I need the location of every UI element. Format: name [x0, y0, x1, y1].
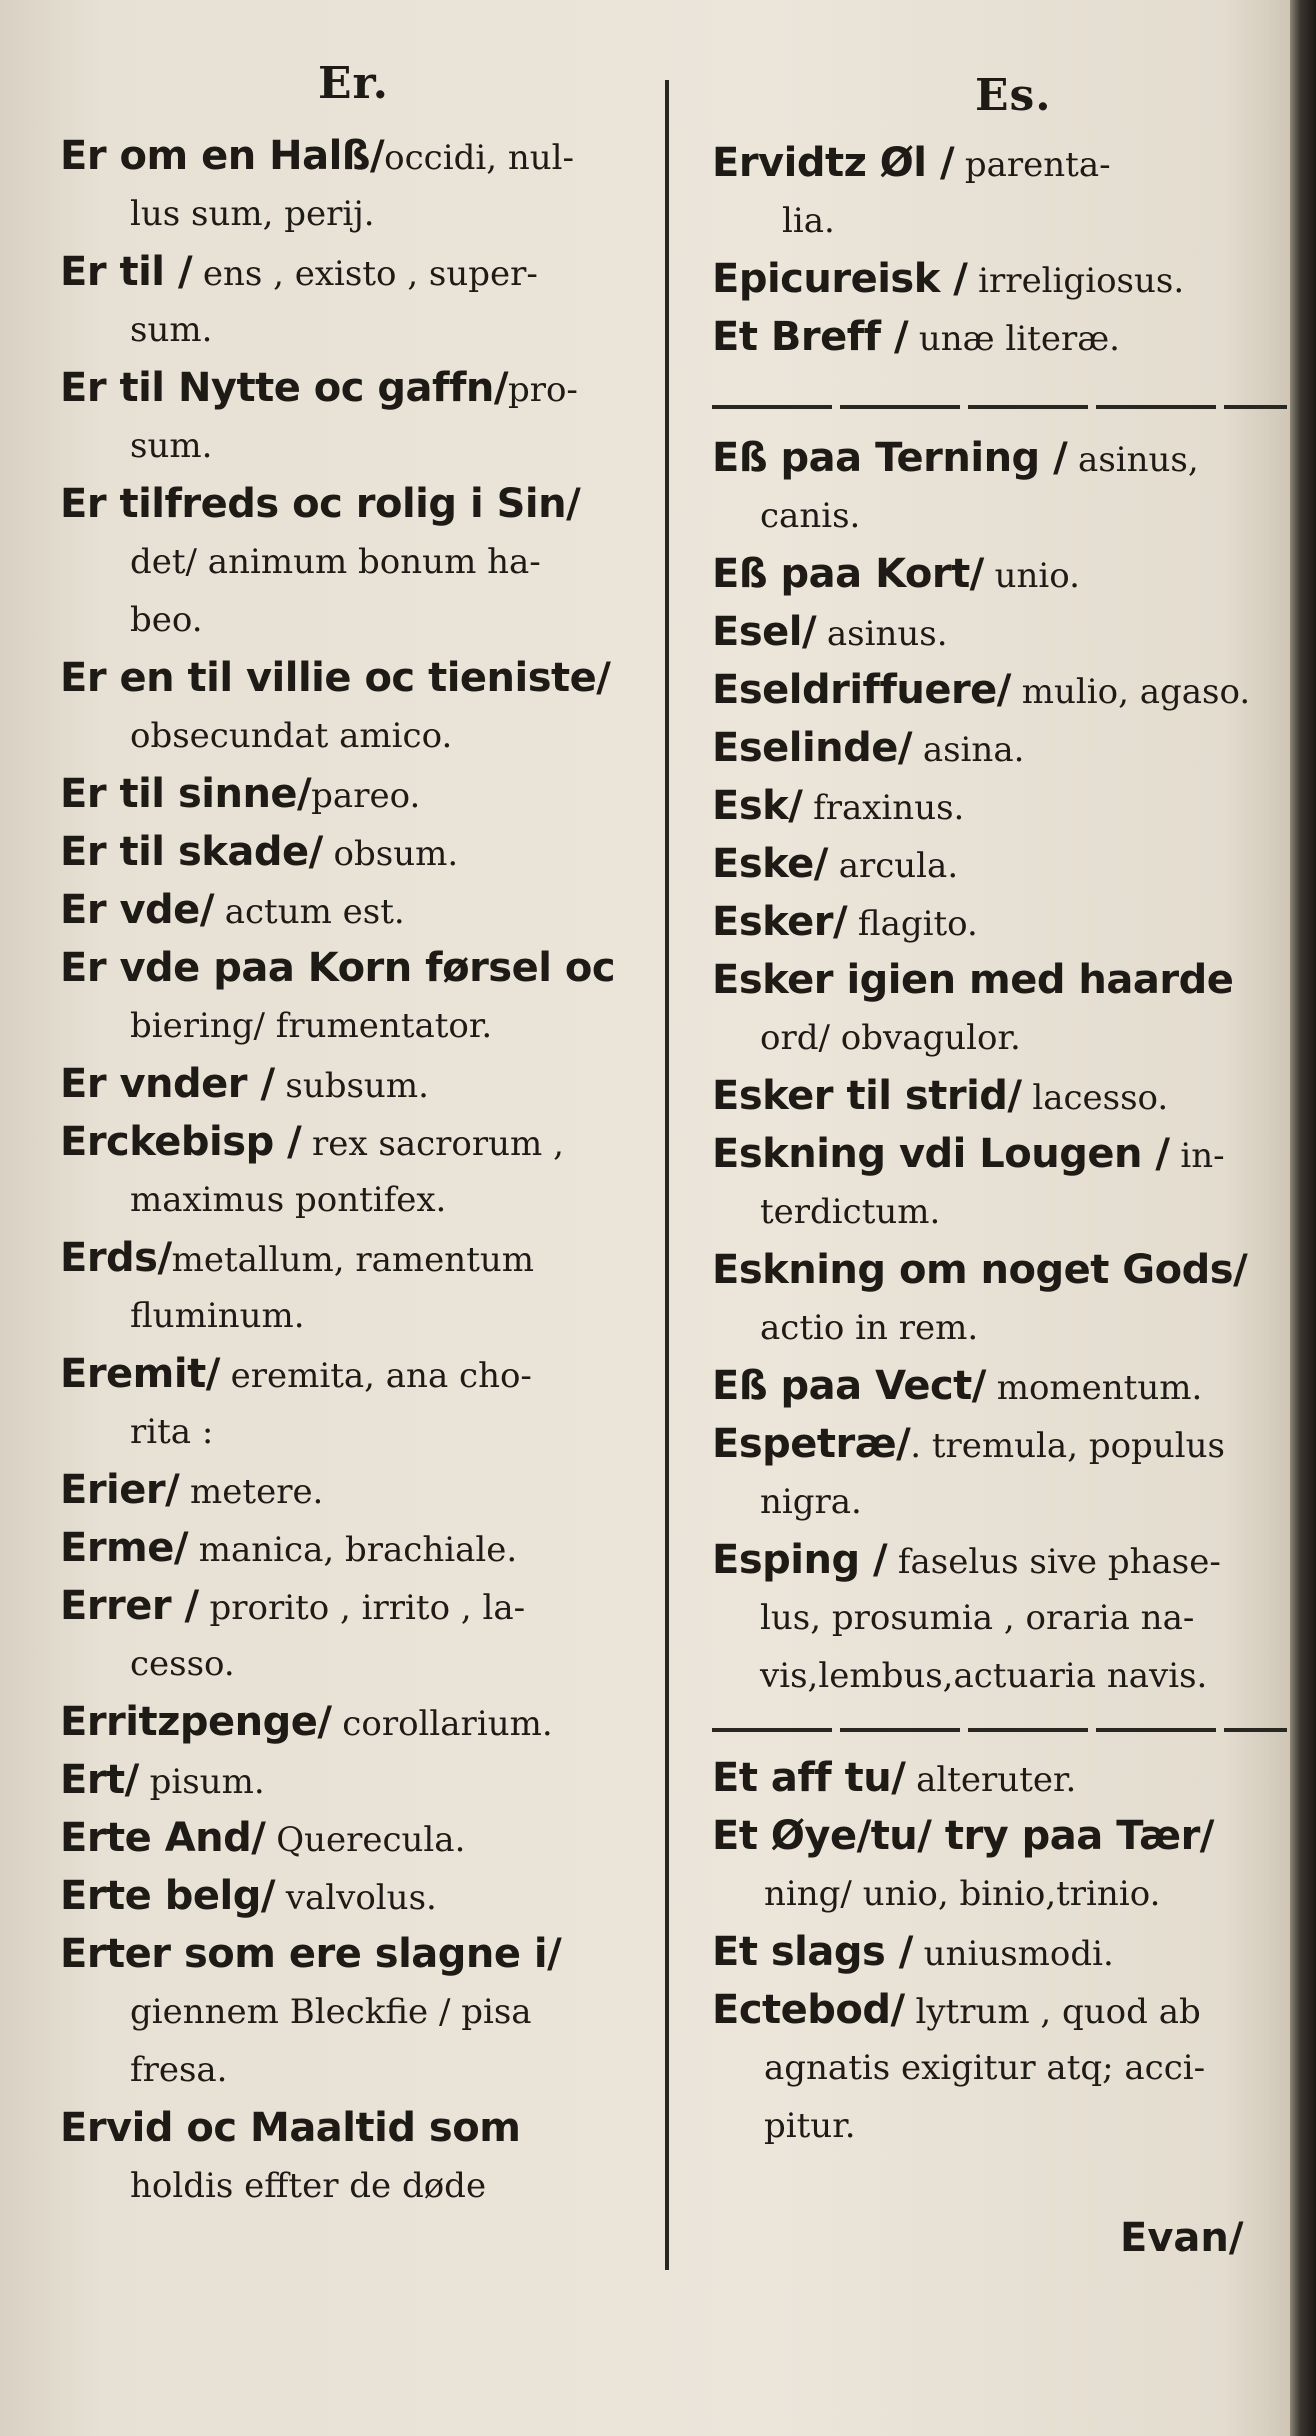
- dictionary-entry: [60, 882, 405, 946]
- entry-gloss: mulio, agaso.: [1010, 672, 1251, 712]
- entry-headword: Esker til strid/: [712, 1073, 1022, 1119]
- dictionary-entry: [712, 778, 964, 842]
- dictionary-entry: [712, 604, 948, 668]
- dictionary-entry: [60, 1752, 265, 1816]
- dictionary-entry: [712, 1750, 1076, 1814]
- dictionary-entry: [60, 1462, 323, 1526]
- entry-headword: Eskning om noget Gods/: [712, 1247, 1248, 1293]
- entry-gloss: prorito , irrito , la-: [198, 1588, 526, 1628]
- entry-continuation: holdis effter de døde: [130, 2166, 487, 2206]
- dictionary-entry: [60, 1810, 465, 1874]
- entry-headword: Esk/: [712, 783, 803, 829]
- entry-headword: Er om en Halß/: [60, 133, 385, 179]
- entry-gloss: actum est.: [213, 892, 405, 932]
- entry-continuation: fresa.: [130, 2050, 228, 2090]
- entry-continuation: lia.: [782, 201, 835, 241]
- dictionary-entry: [60, 1520, 517, 1584]
- dictionary-entry: [712, 1808, 1214, 1872]
- entry-gloss: in-: [1169, 1136, 1225, 1176]
- entry-headword: Er tilfreds oc rolig i Sin/: [60, 481, 581, 527]
- entry-continuation: nigra.: [760, 1482, 862, 1522]
- dictionary-entry: [712, 952, 1233, 1016]
- entry-headword: Erier/: [60, 1467, 180, 1513]
- dictionary-entry: [712, 309, 1120, 373]
- entry-headword: Esker igien med haarde: [712, 957, 1234, 1003]
- entry-gloss: . tremula, populus: [910, 1426, 1225, 1466]
- dictionary-entry: [60, 1230, 534, 1294]
- dictionary-entry: [60, 128, 574, 192]
- entry-headword: Ervid oc Maaltid som: [60, 2105, 521, 2151]
- entry-headword: Eseldriffuere/: [712, 667, 1011, 713]
- entry-continuation: canis.: [760, 496, 861, 536]
- entry-gloss: obsum.: [322, 834, 459, 874]
- entry-headword: Eß paa Kort/: [712, 551, 984, 597]
- entry-gloss: metallum, ramentum: [171, 1240, 534, 1280]
- entry-headword: Eß paa Terning /: [712, 435, 1068, 481]
- entry-continuation: beo.: [130, 600, 203, 640]
- entry-gloss: asina.: [912, 730, 1025, 770]
- dictionary-entry: [712, 430, 1199, 494]
- dictionary-entry: [712, 1982, 1201, 2046]
- entry-gloss: unæ literæ.: [908, 319, 1120, 359]
- entry-gloss: lacesso.: [1021, 1078, 1169, 1118]
- entry-gloss: eremita, ana cho-: [219, 1356, 532, 1396]
- catchword: Evan/: [1120, 2215, 1244, 2261]
- dictionary-entry: [60, 650, 610, 714]
- entry-continuation: lus, prosumia , oraria na-: [760, 1598, 1195, 1638]
- entry-continuation: terdictum.: [760, 1192, 941, 1232]
- entry-headword: Errer /: [60, 1583, 199, 1629]
- section-rule: [712, 405, 1287, 409]
- entry-headword: Er vnder /: [60, 1061, 275, 1107]
- entry-headword: Erter som ere slagne i/: [60, 1931, 562, 1977]
- entry-continuation: actio in rem.: [760, 1308, 979, 1348]
- entry-gloss: subsum.: [274, 1066, 429, 1106]
- entry-continuation: vis,lembus,actuaria navis.: [760, 1656, 1208, 1696]
- entry-continuation: biering/ frumentator.: [130, 1006, 493, 1046]
- entry-gloss: irreligiosus.: [967, 261, 1185, 301]
- entry-headword: Erte And/: [60, 1815, 266, 1861]
- entry-continuation: det/ animum bonum ha-: [130, 542, 541, 582]
- entry-headword: Er vde/: [60, 887, 214, 933]
- entry-headword: Erte belg/: [60, 1873, 275, 1919]
- entry-gloss: rex sacrorum ,: [301, 1124, 564, 1164]
- dictionary-entry: [712, 662, 1250, 726]
- entry-headword: Ervidtz Øl /: [712, 140, 955, 186]
- entry-headword: Erckebisp /: [60, 1119, 302, 1165]
- entry-gloss: asinus,: [1067, 440, 1199, 480]
- entry-headword: Espetræ/: [712, 1421, 911, 1467]
- dictionary-entry: [712, 1068, 1168, 1132]
- entry-continuation: lus sum, perij.: [130, 194, 375, 234]
- entry-headword: Er til Nytte oc gaffn/: [60, 365, 508, 411]
- entry-headword: Esel/: [712, 609, 817, 655]
- dictionary-entry: [712, 251, 1184, 315]
- entry-continuation: sum.: [130, 310, 213, 350]
- dictionary-entry: [712, 1532, 1221, 1596]
- entry-continuation: agnatis exigitur atq; acci-: [764, 2048, 1206, 2088]
- entry-headword: Er til skade/: [60, 829, 323, 875]
- entry-headword: Er til /: [60, 249, 193, 295]
- entry-gloss: pareo.: [311, 776, 421, 816]
- entry-gloss: ens , existo , super-: [192, 254, 538, 294]
- entry-gloss: uniusmodi.: [912, 1934, 1114, 1974]
- entry-gloss: Querecula.: [265, 1820, 466, 1860]
- entry-headword: Ert/: [60, 1757, 139, 1803]
- entry-headword: Et aff tu/: [712, 1755, 906, 1801]
- entry-headword: Eskning vdi Lougen /: [712, 1131, 1170, 1177]
- page-edge-shadow: [1290, 0, 1316, 2436]
- entry-headword: Er en til villie oc tieniste/: [60, 655, 611, 701]
- entry-gloss: corollarium.: [331, 1704, 553, 1744]
- entry-gloss: fraxinus.: [802, 788, 965, 828]
- entry-gloss: lytrum , quod ab: [904, 1992, 1201, 2032]
- entry-headword: Eselinde/: [712, 725, 913, 771]
- entry-headword: Esker/: [712, 899, 848, 945]
- dictionary-entry: [60, 940, 615, 1004]
- entry-gloss: metere.: [179, 1472, 324, 1512]
- entry-headword: Et Øye/tu/ try paa Tær/: [712, 1813, 1214, 1859]
- entry-headword: Et slags /: [712, 1929, 913, 1975]
- entry-gloss: parenta-: [954, 145, 1111, 185]
- dictionary-entry: [60, 1926, 561, 1990]
- entry-headword: Eske/: [712, 841, 828, 887]
- dictionary-entry: [712, 1924, 1114, 1988]
- dictionary-entry: [60, 1056, 429, 1120]
- dictionary-entry: [60, 244, 538, 308]
- entry-headword: Erds/: [60, 1235, 172, 1281]
- column-divider: [665, 80, 669, 2270]
- entry-gloss: occidi, nul-: [384, 138, 574, 178]
- entry-headword: Eremit/: [60, 1351, 220, 1397]
- entry-continuation: ning/ unio, binio,trinio.: [764, 1874, 1161, 1914]
- dictionary-entry: [60, 1578, 525, 1642]
- dictionary-entry: [60, 1694, 553, 1758]
- entry-headword: Esping /: [712, 1537, 888, 1583]
- dictionary-entry: [712, 1126, 1225, 1190]
- entry-gloss: unio.: [983, 556, 1080, 596]
- dictionary-entry: [712, 546, 1080, 610]
- entry-continuation: ord/ obvagulor.: [760, 1018, 1021, 1058]
- entry-gloss: pisum.: [138, 1762, 265, 1802]
- entry-headword: Erme/: [60, 1525, 188, 1571]
- entry-headword: Erritzpenge/: [60, 1699, 332, 1745]
- dictionary-entry: [712, 720, 1024, 784]
- entry-continuation: fluminum.: [130, 1296, 305, 1336]
- dictionary-entry: [60, 2100, 520, 2164]
- entry-continuation: pitur.: [764, 2106, 856, 2146]
- entry-headword: Er vde paa Korn førsel oc: [60, 945, 616, 991]
- entry-gloss: valvolus.: [274, 1878, 437, 1918]
- entry-continuation: cesso.: [130, 1644, 235, 1684]
- dictionary-entry: [60, 1868, 437, 1932]
- entry-headword: Et Breff /: [712, 314, 909, 360]
- dictionary-entry: [712, 1358, 1202, 1422]
- entry-gloss: arcula.: [827, 846, 959, 886]
- entry-gloss: pro-: [507, 370, 578, 410]
- dictionary-entry: [712, 1416, 1225, 1480]
- entry-continuation: rita :: [130, 1412, 214, 1452]
- entry-gloss: faselus sive phase-: [887, 1542, 1221, 1582]
- dictionary-entry: [712, 135, 1111, 199]
- dictionary-entry: [60, 1346, 532, 1410]
- entry-continuation: giennem Bleckfie / pisa: [130, 1992, 532, 2032]
- entry-gloss: momentum.: [985, 1368, 1203, 1408]
- entry-headword: Eß paa Vect/: [712, 1363, 986, 1409]
- entry-gloss: asinus.: [816, 614, 948, 654]
- dictionary-entry: [60, 1114, 564, 1178]
- dictionary-entry: [712, 894, 978, 958]
- entry-continuation: obsecundat amico.: [130, 716, 453, 756]
- dictionary-entry: [712, 836, 958, 900]
- dictionary-entry: [60, 476, 580, 540]
- entry-headword: Er til sinne/: [60, 771, 312, 817]
- section-rule: [712, 1728, 1287, 1732]
- entry-continuation: maximus pontifex.: [130, 1180, 447, 1220]
- entry-headword: Ectebod/: [712, 1987, 905, 2033]
- entry-continuation: sum.: [130, 426, 213, 466]
- running-head-right: Es.: [975, 70, 1052, 121]
- dictionary-entry: [60, 824, 458, 888]
- entry-gloss: flagito.: [847, 904, 978, 944]
- entry-gloss: manica, brachiale.: [187, 1530, 518, 1570]
- dictionary-entry: [60, 766, 420, 830]
- entry-gloss: alteruter.: [905, 1760, 1077, 1800]
- dictionary-entry: [60, 360, 578, 424]
- dictionary-entry: [712, 1242, 1247, 1306]
- running-head-left: Er.: [318, 58, 389, 109]
- entry-headword: Epicureisk /: [712, 256, 968, 302]
